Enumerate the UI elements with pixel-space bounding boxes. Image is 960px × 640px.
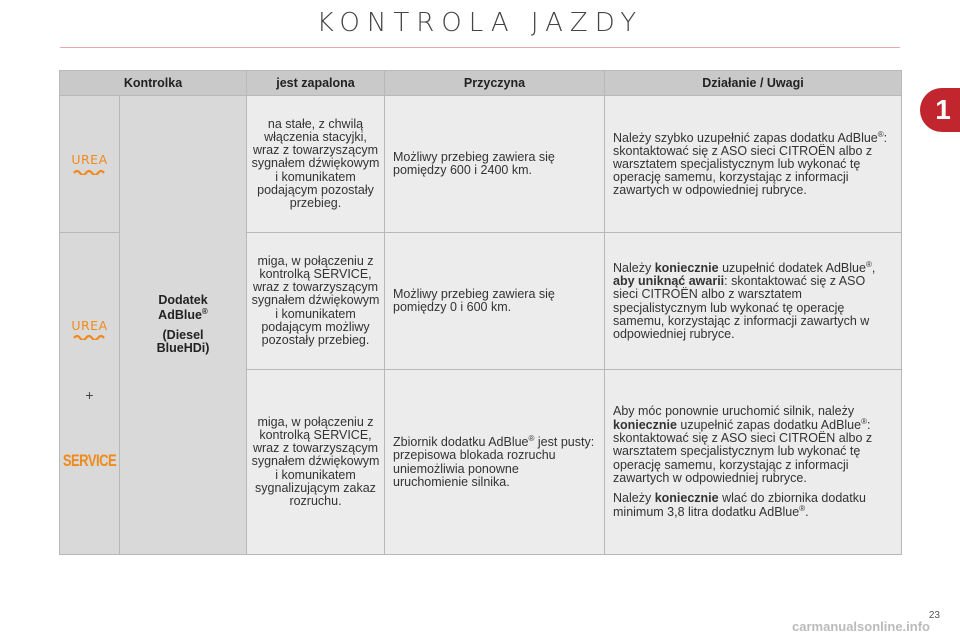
column-header-state: jest zapalona [247,71,385,96]
action-cell: Należy koniecznie uzupełnić dodatek AdBlue®, aby uniknąć awarii: skontaktować się z ASO sieci CITROËN albo z warsztatem specjalistycznym lub wykonać tę operację samemu, korzystając z informacji zawartych w odpowiedniej rubryce. [605,233,902,370]
action-cell: Należy szybko uzupełnić zapas dodatku AdBlue®: skontaktować się z ASO sieci CITROËN albo z warsztatem specjalistycznym lub wykonać tę operację samemu, korzystając z informacji zawartych w odpowiedniej rubryce. [605,96,902,233]
table-header-row [60,71,902,96]
state-cell: miga, w połączeniu z kontrolką SERVICE, wraz z towarzyszącym sygnałem dźwiękowym i komunikatem sygnalizującym zakaz rozruchu. [247,370,385,555]
wave-icon [73,334,105,340]
table-row [60,96,902,233]
column-header-action: Działanie / Uwagi [605,71,902,96]
cause-cell: Możliwy przebieg zawiera się pomiędzy 0 i 600 km. [385,233,605,370]
state-cell: na stałe, z chwilą włączenia stacyjki, wraz z towarzyszącym sygnałem dźwiękowym i komunikatem podającym pozostały przebieg. [247,96,385,233]
chapter-tab[interactable]: 1 [920,88,960,132]
device-label-cell [120,96,247,555]
watermark: carmanualsonline.info [792,619,930,634]
cause-cell: Możliwy przebieg zawiera się pomiędzy 600 i 2400 km. [385,96,605,233]
page-title: KONTROLA JAZDY [316,8,644,38]
title-divider [60,47,900,48]
urea-warning-icon: UREA [71,153,107,174]
urea-warning-icon: UREA [71,319,107,340]
indicator-cell [60,96,120,233]
service-warning-icon: SERVICE [62,451,117,471]
indicator-cell [60,233,120,555]
plus-sign: + [85,386,94,403]
warning-lights-table [59,70,902,555]
device-label: Dodatek AdBlue® (Diesel BlueHDi) [156,292,210,356]
wave-icon [73,169,105,175]
action-cell: Aby móc ponownie uruchomić silnik, należy koniecznie uzupełnić zapas dodatku AdBlue®: skontaktować się z ASO sieci CITROËN albo z warsztatem specjalistycznym lub wykonać tę operację samemu, korzystając z informacji zawartych w odpowiedniej rubryce. Należy koniecznie wlać do zbiornika dodatku minimum 3,8 litra dodatku AdBlue®. [605,370,902,555]
column-header-cause: Przyczyna [385,71,605,96]
page-number: 23 [928,610,940,621]
cause-cell: Zbiornik dodatku AdBlue® jest pusty: przepisowa blokada rozruchu uniemożliwia ponowne uruchomienie silnika. [385,370,605,555]
column-header-indicator: Kontrolka [60,71,247,96]
state-cell: miga, w połączeniu z kontrolką SERVICE, wraz z towarzyszącym sygnałem dźwiękowym i komunikatem podającym możliwy pozostały przebieg. [247,233,385,370]
